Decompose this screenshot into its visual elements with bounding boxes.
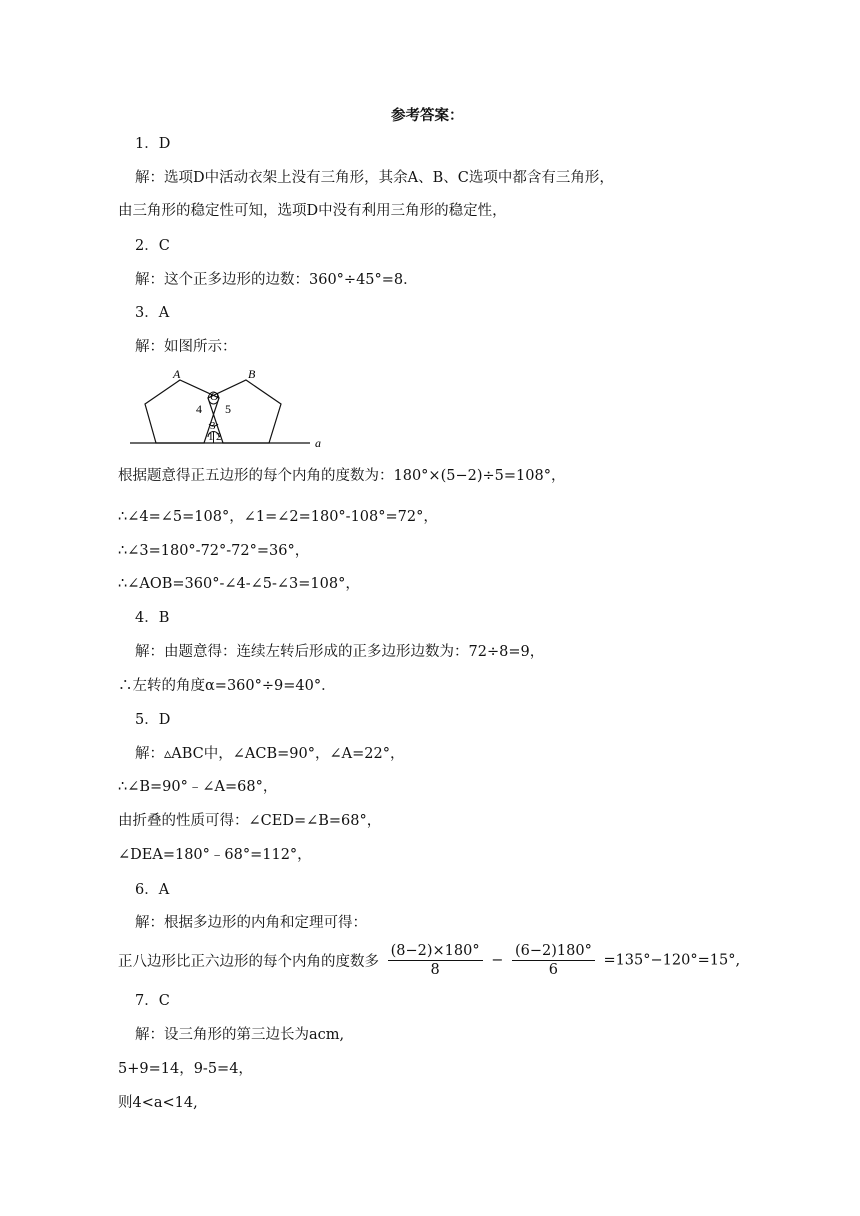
q4-explain-1: 解：由题意得：连续左转后形成的正多边形边数为：72÷8=9，: [135, 644, 545, 660]
q6-fraction-1-denominator: 8: [430, 962, 440, 978]
fig-label-5: 5: [225, 402, 231, 416]
q6-fraction-2-numerator: (6−2)180°: [512, 942, 595, 961]
q3-explain-4: ∴∠3=180°-72°-72°=36°，: [118, 543, 310, 559]
q6-minus: −: [491, 952, 504, 969]
q4-answer: 4．B: [135, 610, 170, 626]
q7-explain-1: 解：设三角形的第三边长为acm,: [135, 1027, 345, 1043]
q2-answer: 2．C: [135, 238, 170, 254]
q1-explain-1: 解：选项D中活动衣架上没有三角形，其余A、B、C选项中都含有三角形，: [135, 170, 614, 186]
fig-label-3: 3: [210, 420, 216, 432]
fig-label-2: 2: [216, 431, 222, 443]
q7-explain-3: 则4<a<14,: [118, 1095, 198, 1111]
q6-prefix: 正八边形比正六边形的每个内角的度数多: [118, 954, 379, 970]
q3-explain-3: ∴∠4=∠5=108°，∠1=∠2=180°-108°=72°，: [118, 509, 438, 525]
q6-fraction-1: [388, 942, 483, 979]
pentagon-figure: [128, 362, 348, 452]
fig-label-o: O: [210, 389, 219, 403]
fig-label-b-vertex: B: [248, 367, 256, 381]
q3-answer: 3．A: [135, 305, 170, 321]
q5-explain-1: 解：▵ABC中，∠ACB=90°，∠A=22°，: [135, 746, 405, 762]
q6-suffix: =135°−120°=15°,: [603, 952, 741, 969]
q5-explain-2: ∴∠B=90°﹣∠A=68°，: [118, 779, 278, 795]
q3-explain-5: ∴∠AOB=360°-∠4-∠5-∠3=108°，: [118, 576, 360, 592]
q6-fraction-1-numerator: (8−2)×180°: [388, 942, 483, 961]
fig-label-a-line: a: [315, 436, 321, 450]
q6-answer: 6．A: [135, 882, 170, 898]
q5-explain-3: 由折叠的性质可得：∠CED=∠B=68°，: [118, 813, 382, 829]
q3-explain-1: 解：如图所示：: [135, 339, 237, 355]
q5-explain-4: ∠DEA=180°﹣68°=112°，: [118, 847, 312, 863]
q1-answer: 1．D: [135, 136, 171, 152]
q6-explain-1: 解：根据多边形的内角和定理可得：: [135, 915, 367, 931]
q2-explain-1: 解：这个正多边形的边数：360°÷45°=8．: [135, 272, 418, 288]
answer-title: 参考答案：: [391, 108, 464, 124]
q3-explain-2: 根据题意得正五边形的每个内角的度数为：180°×(5−2)÷5=108°，: [118, 468, 566, 484]
fig-label-a-vertex: A: [173, 367, 181, 381]
q4-explain-2: ∴左转的角度α=360°÷9=40°．: [118, 678, 336, 694]
fig-label-4: 4: [196, 402, 202, 416]
q5-answer: 5．D: [135, 712, 171, 728]
fig-label-1: 1: [208, 431, 214, 443]
q6-fraction-2: [512, 942, 595, 979]
q7-explain-2: 5+9=14，9-5=4，: [118, 1061, 253, 1077]
q6-fraction-2-denominator: 6: [548, 962, 559, 978]
q7-answer: 7．C: [135, 993, 170, 1009]
q1-explain-2: 由三角形的稳定性可知，选项D中没有利用三角形的稳定性，: [118, 203, 507, 219]
q6-explain-2: [118, 942, 740, 979]
